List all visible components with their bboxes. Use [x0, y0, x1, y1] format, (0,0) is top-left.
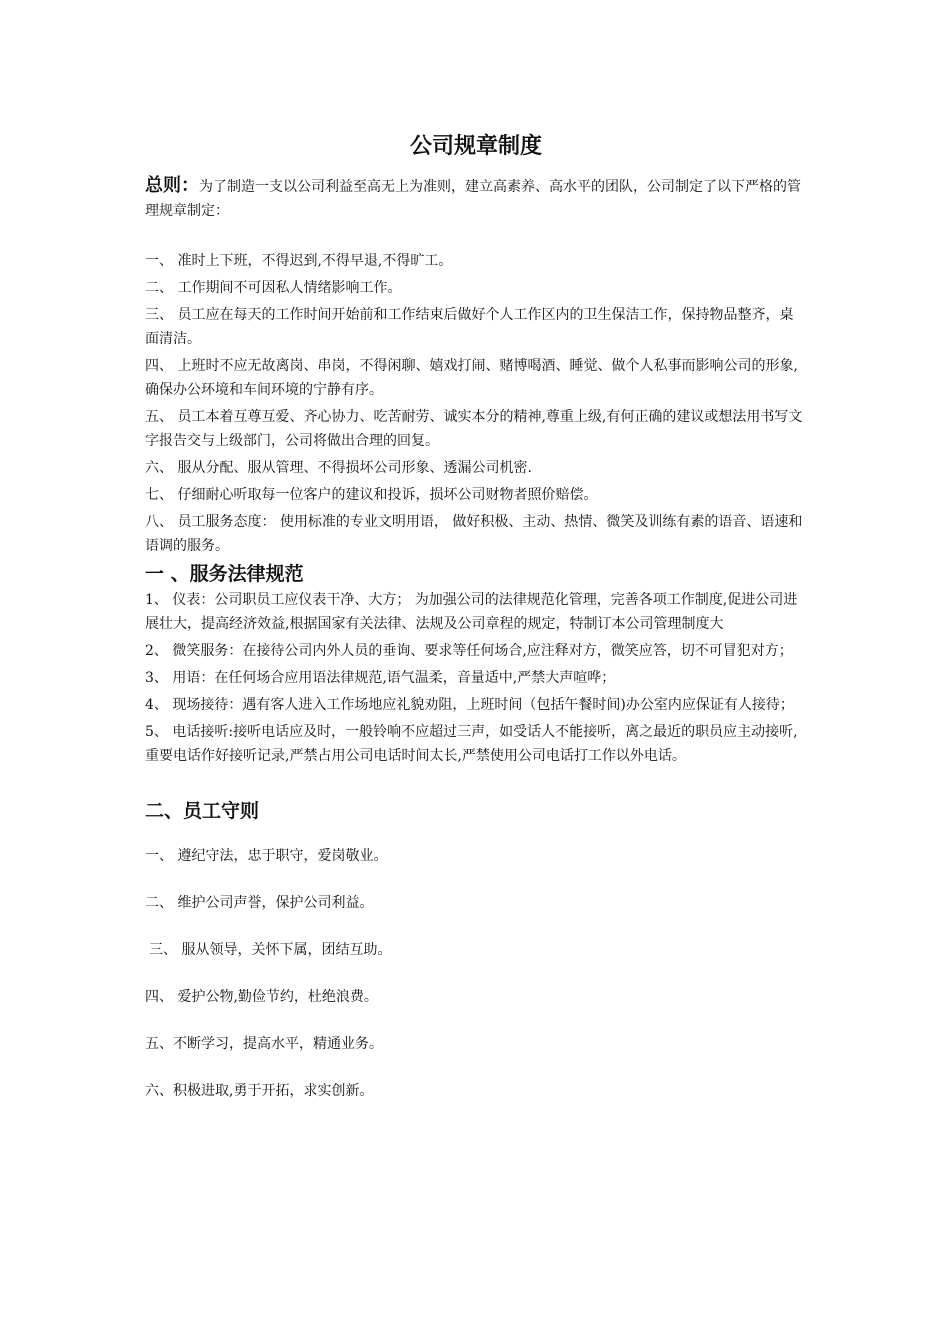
service-norm-item: 4、 现场接待：遇有客人进入工作场地应礼貌劝阻，上班时间（包括午餐时间)办公室内应保证有人接待； — [145, 697, 794, 713]
service-norm-item: 1、 仪表：公司职员工应仪表干净、大方； 为加强公司的法律规范化管理，完善各项工作制度,促进公司进展壮大，提高经济效益,根据国家有关法律、法规及公司章程的规定，特制订本公司管理制度大 — [145, 592, 798, 632]
rule-item: 三、 员工应在每天的工作时间开始前和工作结束后做好个人工作区内的卫生保洁工作，保持物品整齐，桌面清洁。 — [145, 307, 794, 347]
general-principles-label: 总则： — [145, 175, 199, 196]
document-title: 公司规章制度 — [409, 134, 542, 159]
rule-item: 四、 上班时不应无故离岗、串岗，不得闲聊、嬉戏打闹、赌博喝酒、睡觉、做个人私事而影响公司的形象,确保办公环境和车间环境的宁静有序。 — [145, 358, 798, 398]
service-norm-item: 5、 电话接听:接听电话应及时，一般铃响不应超过三声，如受话人不能接听，离之最近的职员应主动接听,重要电话作好接听记录,严禁占用公司电话时间太长,严禁使用公司电话打工作以外电话。 — [145, 724, 798, 764]
section-heading-employee-code: 二、员工守则 — [145, 800, 260, 822]
document-body — [145, 132, 807, 1126]
rule-item: 一、 准时上下班，不得迟到,不得早退,不得旷工。 — [145, 253, 453, 269]
employee-code-item: 六、积极进取,勇于开拓，求实创新。 — [145, 1083, 374, 1099]
employee-code-item: 四、 爱护公物,勤俭节约，杜绝浪费。 — [145, 989, 378, 1005]
section-heading-service-norms: 一 、服务法律规范 — [145, 563, 304, 585]
employee-code-item: 三、 服从领导，关怀下属，团结互助。 — [149, 942, 392, 958]
employee-code-item: 五、不断学习，提高水平，精通业务。 — [145, 1036, 383, 1052]
employee-code-item: 二、 维护公司声誉，保护公司利益。 — [145, 895, 374, 911]
general-principles-text: 为了制造一支以公司利益至高无上为准则，建立高素养、高水平的团队，公司制定了以下严格的管理规章制定： — [145, 179, 801, 219]
service-norm-item: 3、 用语：在任何场合应用语法律规范,语气温柔，音量适中,严禁大声喧哗； — [145, 670, 616, 686]
general-principles — [145, 174, 807, 223]
rule-item: 二、 工作期间不可因私人情绪影响工作。 — [145, 280, 402, 296]
rule-item: 七、 仔细耐心听取每一位客户的建议和投诉，损坏公司财物者照价赔偿。 — [145, 487, 598, 503]
employee-code-item: 一、 遵纪守法，忠于职守，爱岗敬业。 — [145, 848, 388, 864]
rule-item: 八、 员工服务态度： 使用标准的专业文明用语， 做好积极、主动、热情、微笑及训练有素的语音、语速和语调的服务。 — [145, 514, 803, 554]
service-norm-item: 2、 微笑服务：在接待公司内外人员的垂询、要求等任何场合,应注释对方，微笑应答，切不可冒犯对方； — [145, 643, 793, 659]
rule-item: 六、 服从分配、服从管理、不得损坏公司形象、透漏公司机密. — [145, 460, 532, 476]
rule-item: 五、 员工本着互尊互爱、齐心协力、吃苦耐劳、诚实本分的精神,尊重上级,有何正确的建议或想法用书写文字报告交与上级部门，公司将做出合理的回复。 — [145, 409, 803, 449]
spacer — [145, 223, 807, 249]
